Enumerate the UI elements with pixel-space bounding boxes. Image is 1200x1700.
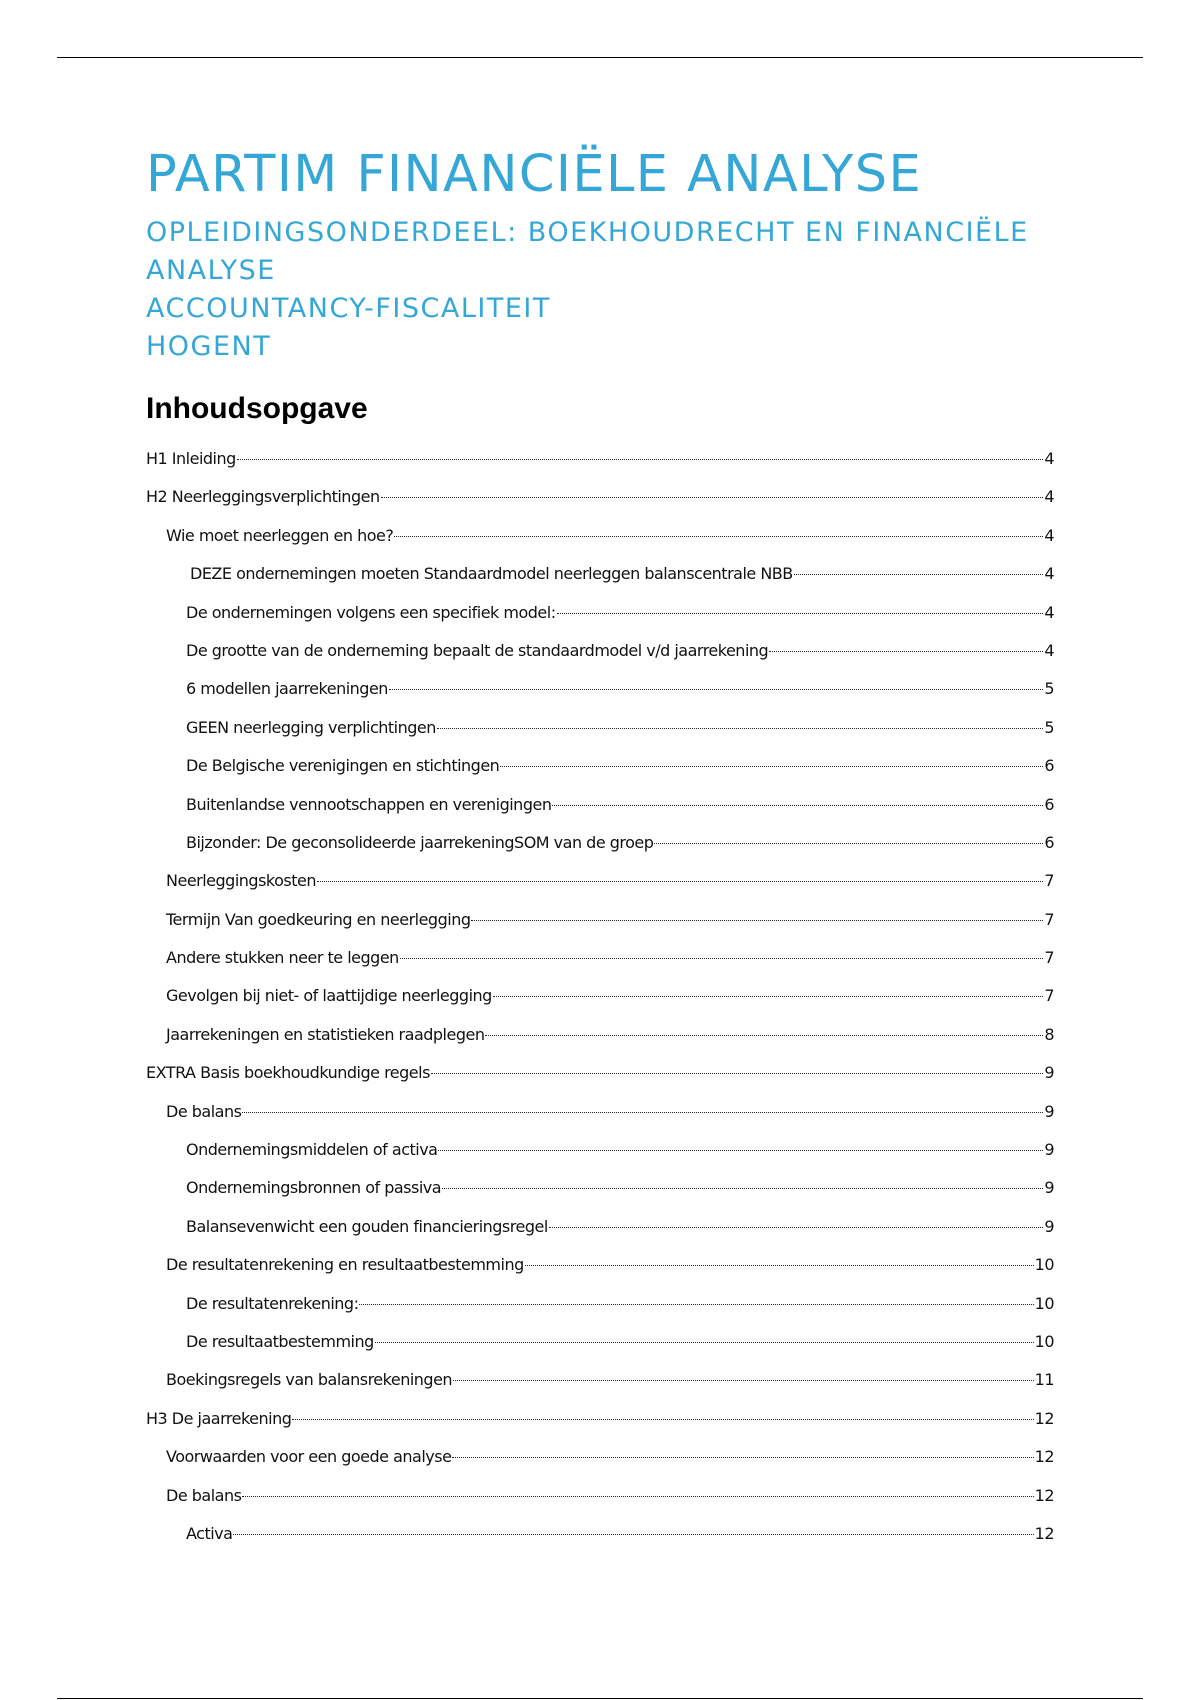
toc-dot-leader: [400, 958, 1044, 959]
toc-dot-leader: [359, 1304, 1033, 1305]
toc-entry[interactable]: [146, 670, 1054, 708]
toc-entry-title: H2 Neerleggingsverplichtingen: [146, 487, 380, 507]
toc-entry[interactable]: [146, 1323, 1054, 1361]
toc-entry[interactable]: [146, 1016, 1054, 1054]
toc-dot-leader: [471, 920, 1043, 921]
toc-dot-leader: [237, 459, 1044, 460]
toc-entry-title: Ondernemingsbronnen of passiva: [186, 1178, 442, 1198]
toc-entry[interactable]: [146, 1169, 1054, 1207]
toc-entry-page-number: 4: [1044, 564, 1054, 584]
toc-entry-page-number: 5: [1044, 717, 1054, 737]
toc-entry-page-number: 6: [1044, 756, 1054, 776]
toc-entry-page-number: 8: [1044, 1024, 1054, 1044]
toc-dot-leader: [794, 574, 1044, 575]
toc-entry-title: EXTRA Basis boekhoudkundige regels: [146, 1063, 430, 1083]
toc-entry[interactable]: [146, 862, 1054, 900]
toc-dot-leader: [437, 728, 1043, 729]
toc-entry[interactable]: [146, 555, 1054, 593]
toc-entry-title: Neerleggingskosten: [166, 871, 316, 891]
toc-entry-title: Andere stukken neer te leggen: [166, 948, 399, 968]
toc-entry-page-number: 9: [1044, 1178, 1054, 1198]
toc-dot-leader: [493, 996, 1044, 997]
toc-entry-title: De grootte van de onderneming bepaalt de standaardmodel v/d jaarrekening: [186, 640, 769, 660]
toc-entry[interactable]: [146, 939, 1054, 977]
toc-entry-title: Balansevenwicht een gouden financieringsregel: [186, 1216, 548, 1236]
toc-entry-page-number: 6: [1044, 794, 1054, 814]
toc-entry-page-number: 12: [1034, 1523, 1054, 1543]
toc-dot-leader: [500, 766, 1043, 767]
toc-entry-title: GEEN neerlegging verplichtingen: [186, 717, 436, 737]
toc-dot-leader: [525, 1265, 1034, 1266]
toc-entry-page-number: 5: [1044, 679, 1054, 699]
toc-entry-title: Activa: [186, 1523, 233, 1543]
toc-entry-title: Wie moet neerleggen en hoe?: [166, 525, 394, 545]
toc-entry-page-number: 12: [1034, 1485, 1054, 1505]
toc-entry[interactable]: [146, 1515, 1054, 1553]
toc-entry-page-number: 11: [1034, 1370, 1054, 1390]
footer-rule: [57, 1698, 1143, 1699]
toc-entry-title: De resultatenrekening:: [186, 1293, 359, 1313]
toc-entry[interactable]: [146, 440, 1054, 478]
toc-dot-leader: [431, 1073, 1043, 1074]
toc-dot-leader: [453, 1380, 1034, 1381]
toc-entry[interactable]: [146, 1400, 1054, 1438]
toc-entry[interactable]: [146, 632, 1054, 670]
toc-dot-leader: [233, 1534, 1033, 1535]
toc-entry[interactable]: [146, 1361, 1054, 1399]
toc-entry-title: Buitenlandse vennootschappen en verenigingen: [186, 794, 552, 814]
toc-entry-title: De Belgische verenigingen en stichtingen: [186, 756, 500, 776]
toc-entry[interactable]: [146, 786, 1054, 824]
toc-entry-title: Bijzonder: De geconsolideerde jaarrekeningSOM van de groep: [186, 832, 654, 852]
toc-entry-title: Voorwaarden voor een goede analyse: [166, 1447, 452, 1467]
toc-dot-leader: [552, 805, 1043, 806]
toc-dot-leader: [769, 651, 1043, 652]
toc-entry-title: De balans: [166, 1101, 242, 1121]
toc-entry-page-number: 7: [1044, 871, 1054, 891]
toc-entry-page-number: 10: [1034, 1293, 1054, 1313]
toc-entry[interactable]: [146, 1054, 1054, 1092]
toc-entry[interactable]: [146, 1093, 1054, 1131]
title-block: [146, 140, 1066, 366]
toc-entry[interactable]: [146, 594, 1054, 632]
toc-entry-page-number: 4: [1044, 602, 1054, 622]
toc-entry-title: De balans: [166, 1485, 242, 1505]
toc-entry-page-number: 7: [1044, 909, 1054, 929]
toc-dot-leader: [654, 843, 1043, 844]
toc-dot-leader: [485, 1035, 1043, 1036]
toc-entry-page-number: 10: [1034, 1331, 1054, 1351]
toc-entry-page-number: 7: [1044, 986, 1054, 1006]
toc-entry[interactable]: [146, 1208, 1054, 1246]
toc-entry[interactable]: [146, 1246, 1054, 1284]
toc-dot-leader: [242, 1496, 1033, 1497]
toc-dot-leader: [292, 1419, 1033, 1420]
toc-dot-leader: [452, 1457, 1033, 1458]
toc-entry[interactable]: [146, 1438, 1054, 1476]
toc-entry[interactable]: [146, 1131, 1054, 1169]
toc-entry-title: De ondernemingen volgens een specifiek model:: [186, 602, 556, 622]
toc-dot-leader: [549, 1227, 1044, 1228]
toc-entry-title: H3 De jaarrekening: [146, 1408, 292, 1428]
toc-entry[interactable]: [146, 1477, 1054, 1515]
toc-entry-title: Boekingsregels van balansrekeningen: [166, 1370, 453, 1390]
toc-dot-leader: [438, 1150, 1043, 1151]
toc-entry[interactable]: [146, 1285, 1054, 1323]
toc-entry-page-number: 4: [1044, 487, 1054, 507]
toc-entry-page-number: 9: [1044, 1101, 1054, 1121]
toc-entry[interactable]: [146, 901, 1054, 939]
toc-entry-page-number: 6: [1044, 832, 1054, 852]
toc-dot-leader: [442, 1188, 1043, 1189]
toc-entry-page-number: 9: [1044, 1140, 1054, 1160]
toc-entry-page-number: 7: [1044, 948, 1054, 968]
subtitle-line: HOGENT: [146, 331, 272, 362]
toc-entry-title: 6 modellen jaarrekeningen: [186, 679, 388, 699]
header-rule: [57, 57, 1143, 58]
toc-entry[interactable]: [146, 747, 1054, 785]
toc-entry-page-number: 12: [1034, 1447, 1054, 1467]
toc-entry-page-number: 4: [1044, 525, 1054, 545]
toc-entry-title: Jaarrekeningen en statistieken raadplegen: [166, 1024, 485, 1044]
toc-dot-leader: [381, 497, 1044, 498]
toc-dot-leader: [394, 536, 1043, 537]
toc-entry-page-number: 12: [1034, 1408, 1054, 1428]
toc-entry-page-number: 10: [1034, 1255, 1054, 1275]
toc-heading: Inhoudsopgave: [146, 392, 368, 425]
toc-entry-page-number: 4: [1044, 449, 1054, 468]
toc-entry[interactable]: [146, 977, 1054, 1015]
toc-dot-leader: [317, 881, 1043, 882]
toc-dot-leader: [389, 689, 1043, 690]
toc-entry-page-number: 9: [1044, 1216, 1054, 1236]
toc-entry-title: De resultaatbestemming: [186, 1331, 374, 1351]
document-title: PARTIM FINANCIËLE ANALYSE: [146, 145, 923, 204]
toc-entry[interactable]: [146, 517, 1054, 555]
toc-entry-title: Termijn Van goedkeuring en neerlegging: [166, 909, 471, 929]
toc-dot-leader: [557, 613, 1044, 614]
table-of-contents: [146, 440, 1054, 1553]
toc-entry-title: DEZE ondernemingen moeten Standaardmodel neerleggen balanscentrale NBB: [190, 564, 793, 584]
toc-dot-leader: [375, 1342, 1034, 1343]
toc-entry-title: Ondernemingsmiddelen of activa: [186, 1140, 438, 1160]
toc-entry-page-number: 4: [1044, 640, 1054, 660]
toc-entry-title: H1 Inleiding: [146, 449, 236, 468]
subtitle-line: ANALYSE: [146, 255, 276, 286]
toc-entry[interactable]: [146, 478, 1054, 516]
subtitle-block: [146, 214, 1066, 366]
subtitle-line: ACCOUNTANCY-FISCALITEIT: [146, 293, 551, 324]
toc-dot-leader: [242, 1112, 1043, 1113]
toc-entry-title: De resultatenrekening en resultaatbestemming: [166, 1255, 524, 1275]
toc-entry-title: Gevolgen bij niet- of laattijdige neerlegging: [166, 986, 492, 1006]
toc-entry[interactable]: [146, 824, 1054, 862]
toc-entry-page-number: 9: [1044, 1063, 1054, 1083]
subtitle-line: OPLEIDINGSONDERDEEL: BOEKHOUDRECHT EN FINANCIËLE: [146, 217, 1029, 248]
toc-entry[interactable]: [146, 709, 1054, 747]
